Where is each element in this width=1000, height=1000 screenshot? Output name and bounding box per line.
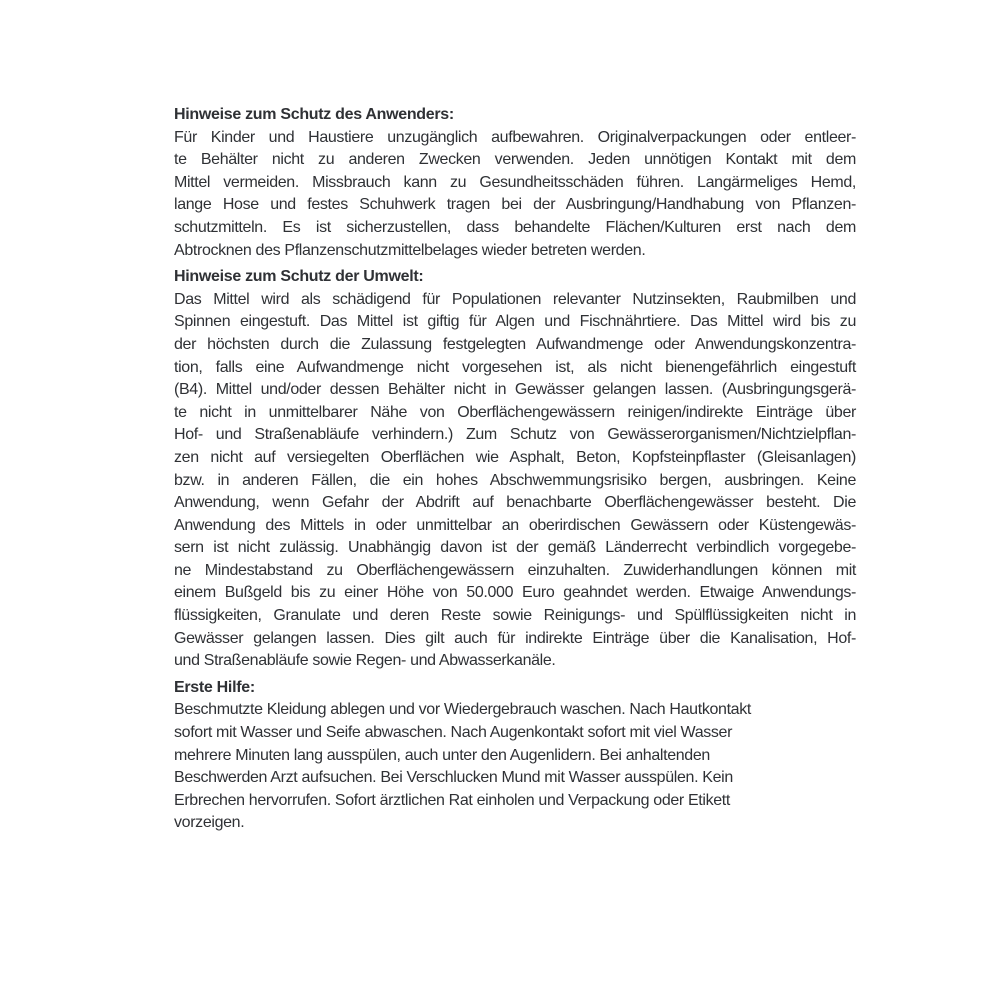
section-heading: Hinweise zum Schutz des Anwenders: — [174, 106, 454, 123]
text-line: Anwendung, wenn Gefahr der Abdrift auf benachbarte Oberflächengewässer besteht. Die — [174, 494, 856, 512]
text-line: Anwendung des Mittels in oder unmittelbar an oberirdischen Gewässern oder Küstengewäs- — [174, 516, 856, 534]
text-line: bzw. in anderen Fällen, die ein hohes Abschwemmungsrisiko bergen, ausbringen. Keine — [174, 471, 856, 489]
text-line: Erbrechen hervorrufen. Sofort ärztlichen Rat einholen und Verpackung oder Etikett — [174, 791, 730, 809]
text-line: tion, falls eine Aufwandmenge nicht vorgesehen ist, als nicht bienengefährlich eingestuft — [174, 358, 856, 376]
text-line: Spinnen eingestuft. Das Mittel ist giftig für Algen und Fischnährtiere. Das Mittel wird bis zu — [174, 313, 856, 331]
text-line: Abtrocknen des Pflanzenschutzmittelbelages wieder betreten werden. — [174, 241, 646, 259]
text-line: zen nicht auf versiegelten Oberflächen wie Asphalt, Beton, Kopfsteinpflaster (Gleisanlagen) — [174, 448, 856, 466]
text-line: Beschwerden Arzt aufsuchen. Bei Verschlucken Mund mit Wasser ausspülen. Kein — [174, 769, 733, 787]
section-heading: Erste Hilfe: — [174, 678, 255, 696]
text-line: Mittel vermeiden. Missbrauch kann zu Gesundheitsschäden führen. Langärmeliges Hemd, — [174, 173, 856, 191]
text-line: flüssigkeiten, Granulate und deren Reste sowie Reinigungs- und Spülflüssigkeiten nicht in — [174, 607, 856, 625]
text-line: sern ist nicht zulässig. Unabhängig davon ist der gemäß Länderrecht verbindlich vorgegebe- — [174, 539, 856, 557]
section-user-protection — [174, 104, 856, 262]
text-line: lange Hose und festes Schuhwerk tragen bei der Ausbringung/Handhabung von Pflanzen- — [174, 196, 856, 214]
text-line: Beschmutzte Kleidung ablegen und vor Wiedergebrauch waschen. Nach Hautkontakt — [174, 701, 751, 719]
section-environment-protection — [174, 266, 856, 673]
text-line: und Straßenabläufe sowie Regen- und Abwasserkanäle. — [174, 652, 556, 670]
text-line: Hof- und Straßenabläufe verhindern.) Zum Schutz von Gewässerorganismen/Nichtzielpflan- — [174, 426, 856, 444]
text-line: Für Kinder und Haustiere unzugänglich aufbewahren. Originalverpackungen oder entleer- — [174, 128, 856, 146]
section-heading: Hinweise zum Schutz der Umwelt: — [174, 268, 424, 286]
text-line: schutzmitteln. Es ist sicherzustellen, dass behandelte Flächen/Kulturen erst nach dem — [174, 218, 856, 236]
text-line: te nicht in unmittelbarer Nähe von Oberflächengewässern reinigen/indirekte Einträge über — [174, 403, 856, 421]
text-line: der höchsten durch die Zulassung festgelegten Aufwandmenge oder Anwendungskonzentra- — [174, 335, 856, 353]
document-body — [174, 104, 856, 839]
section-first-aid — [174, 677, 856, 835]
text-line: sofort mit Wasser und Seife abwaschen. Nach Augenkontakt sofort mit viel Wasser — [174, 724, 733, 742]
text-line: ne Mindestabstand zu Oberflächengewässern einzuhalten. Zuwiderhandlungen können mit — [174, 561, 856, 579]
text-line: te Behälter nicht zu anderen Zwecken verwenden. Jeden unnötigen Kontakt mit dem — [174, 151, 856, 169]
text-line: mehrere Minuten lang ausspülen, auch unter den Augenlidern. Bei anhaltenden — [174, 746, 710, 764]
text-line: vorzeigen. — [174, 814, 245, 832]
text-line: Das Mittel wird als schädigend für Populationen relevanter Nutzinsekten, Raubmilben und — [174, 290, 856, 308]
text-line: einem Bußgeld bis zu einer Höhe von 50.000 Euro geahndet werden. Etwaige Anwendungs- — [174, 584, 856, 602]
text-line: Gewässer gelangen lassen. Dies gilt auch für indirekte Einträge über die Kanalisation, Hof- — [174, 629, 856, 647]
text-line: (B4). Mittel und/oder dessen Behälter nicht in Gewässer gelangen lassen. (Ausbringungsgerä- — [174, 381, 856, 399]
